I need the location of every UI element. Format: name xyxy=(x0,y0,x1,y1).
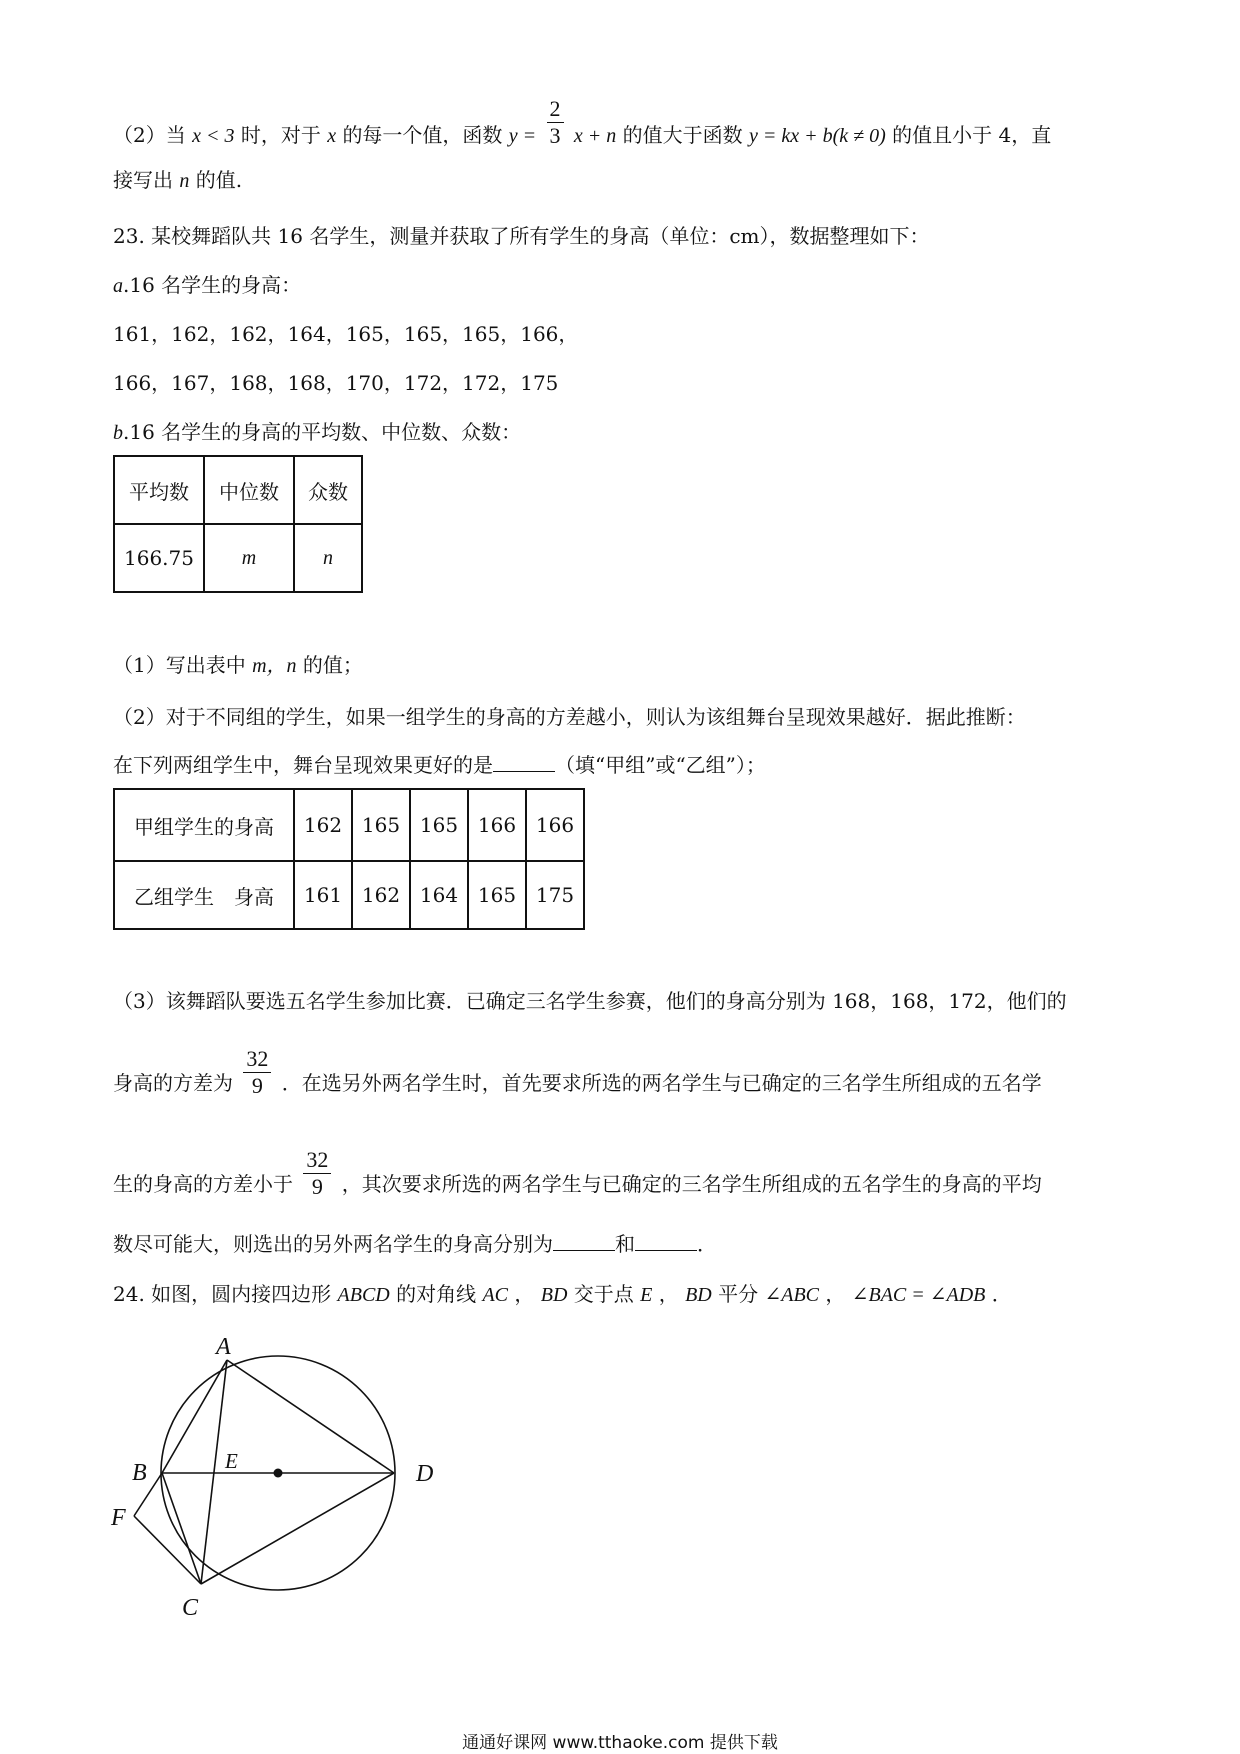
group-cell: 164 xyxy=(410,861,468,929)
group-cell: 166 xyxy=(468,789,526,861)
fraction-denominator: 3 xyxy=(549,123,561,148)
group-cell: 162 xyxy=(352,861,410,929)
point-label-f: F xyxy=(111,1505,126,1531)
q23-part3-line1: （3）该舞蹈队要选五名学生参加比赛．已确定三名学生参赛，他们的身高分别为 168，168，172，他们的 xyxy=(113,989,1067,1013)
page-footer: 通通好课网 www.tthaoke.com 提供下载 xyxy=(462,1733,778,1753)
label-a: a xyxy=(113,275,123,297)
fraction-denominator: 9 xyxy=(251,1073,263,1098)
text: .16 名学生的身高的平均数、中位数、众数： xyxy=(123,420,522,444)
text: ． xyxy=(991,1282,1012,1306)
q23-data-line2: 166，167，168，168，170，172，172，175 xyxy=(113,371,559,395)
q23-part3-line4 xyxy=(113,1230,717,1258)
point-label-a: A xyxy=(216,1334,231,1360)
text: ．在选另外两名学生时，首先要求所选的两名学生与已确定的三名学生所组成的五名学 xyxy=(281,1071,1042,1095)
fraction-32-9 xyxy=(303,1147,331,1200)
fraction-two-thirds xyxy=(547,96,564,149)
group-cell: 165 xyxy=(352,789,410,861)
text: 数尽可能大，则选出的另外两名学生的身高分别为 xyxy=(113,1232,553,1256)
math-ac: AC xyxy=(482,1284,509,1306)
group-table xyxy=(113,788,585,930)
q23-data-line1: 161，162，162，164，165，165，165，166， xyxy=(113,322,579,346)
group-row-label: 乙组学生 身高 xyxy=(114,861,294,929)
q23-b-heading xyxy=(113,418,521,447)
q22-part2-line1 xyxy=(113,96,1052,163)
stats-value-row xyxy=(114,524,362,592)
q23-part3-line2 xyxy=(113,1046,1042,1111)
text: （2）当 xyxy=(113,123,186,147)
q23-a-heading xyxy=(113,271,301,300)
segment-ad xyxy=(227,1360,394,1473)
group-row-label: 甲组学生的身高 xyxy=(114,789,294,861)
math-m-n: m，n xyxy=(252,655,297,677)
text: 的值大于函数 xyxy=(622,123,743,147)
group-row-jia xyxy=(114,789,584,861)
segment-bc xyxy=(162,1473,201,1584)
stats-header-mean: 平均数 xyxy=(114,456,204,524)
q23-part2-line2 xyxy=(113,751,766,779)
group-cell: 166 xyxy=(526,789,584,861)
text: ． xyxy=(697,1232,717,1256)
math-bd: BD xyxy=(540,1284,568,1306)
point-label-c: C xyxy=(182,1595,199,1618)
group-row-yi xyxy=(114,861,584,929)
q23-intro: 23. 某校舞蹈队共 16 名学生，测量并获取了所有学生的身高（单位：cm），数据整理如下： xyxy=(113,224,930,248)
q23-part2-line1: （2）对于不同组的学生，如果一组学生的身高的方差越小，则认为该组舞台呈现效果越好．据此推断： xyxy=(113,705,1026,729)
text: 生的身高的方差小于 xyxy=(113,1172,293,1196)
math-y-equals: y = xyxy=(508,125,537,147)
center-dot xyxy=(274,1469,283,1478)
text: 的值； xyxy=(302,653,363,677)
geometry-figure xyxy=(110,1328,460,1618)
math-abcd: ABCD xyxy=(337,1284,390,1306)
text: .16 名学生的身高： xyxy=(123,273,302,297)
point-label-e: E xyxy=(225,1449,238,1473)
text: ， xyxy=(658,1282,679,1306)
group-cell: 162 xyxy=(294,789,352,861)
math-condition: x < 3 xyxy=(192,125,235,147)
text: 和 xyxy=(615,1232,635,1256)
answer-blank xyxy=(553,1230,615,1251)
stats-header-row xyxy=(114,456,362,524)
q24-statement xyxy=(113,1280,1012,1309)
fraction-numerator: 2 xyxy=(547,96,564,123)
point-label-d: D xyxy=(416,1461,434,1487)
math-x-plus-n: x + n xyxy=(573,125,617,147)
fraction-32-9 xyxy=(243,1046,271,1099)
text: ， xyxy=(825,1282,846,1306)
stats-header-mode: 众数 xyxy=(294,456,362,524)
text: （1）写出表中 xyxy=(113,653,246,677)
text: 的值且小于 4，直 xyxy=(892,123,1052,147)
text: 身高的方差为 xyxy=(113,1071,233,1095)
text: ，其次要求所选的两名学生与已确定的三名学生所组成的五名学生的身高的平均 xyxy=(341,1172,1042,1196)
text: 在下列两组学生中，舞台呈现效果更好的是 xyxy=(113,753,493,777)
answer-blank xyxy=(635,1230,697,1251)
text: 平分 xyxy=(718,1282,759,1306)
math-angle-abc: ∠ABC xyxy=(764,1284,819,1306)
text: 的每一个值，函数 xyxy=(342,123,503,147)
text: 的值. xyxy=(195,168,243,192)
text: 24. 如图，圆内接四边形 xyxy=(113,1282,332,1306)
fraction-numerator: 32 xyxy=(303,1147,331,1174)
label-b: b xyxy=(113,422,123,444)
group-cell: 165 xyxy=(410,789,468,861)
q23-part1 xyxy=(113,651,363,680)
math-e: E xyxy=(640,1284,653,1306)
text: ， xyxy=(514,1282,535,1306)
math-x: x xyxy=(327,125,337,147)
math-n: n xyxy=(179,170,190,192)
segment-ab xyxy=(162,1360,227,1473)
point-label-b: B xyxy=(132,1460,147,1486)
math-bd: BD xyxy=(685,1284,712,1306)
stats-header-median: 中位数 xyxy=(204,456,294,524)
fraction-numerator: 32 xyxy=(243,1046,271,1073)
group-cell: 175 xyxy=(526,861,584,929)
fraction-denominator: 9 xyxy=(311,1174,323,1199)
group-cell: 165 xyxy=(468,861,526,929)
stats-value-mode: n xyxy=(294,524,362,592)
text: 接写出 xyxy=(113,168,173,192)
answer-blank xyxy=(493,751,555,772)
q23-part3-line3 xyxy=(113,1147,1042,1212)
stats-value-mean: 166.75 xyxy=(114,524,204,592)
segment-ac xyxy=(201,1360,227,1584)
group-cell: 161 xyxy=(294,861,352,929)
q22-part2-line2 xyxy=(113,166,242,195)
stats-table xyxy=(113,455,363,593)
text: 交于点 xyxy=(573,1282,634,1306)
stats-value-median: m xyxy=(204,524,294,592)
text: （填“甲组”或“乙组”）； xyxy=(555,753,766,777)
text: 的对角线 xyxy=(396,1282,477,1306)
math-angle-equality: ∠BAC = ∠ADB xyxy=(851,1284,986,1306)
math-linear-function: y = kx + b(k ≠ 0) xyxy=(748,125,886,147)
text: 时，对于 xyxy=(240,123,321,147)
segment-cd xyxy=(201,1473,394,1584)
